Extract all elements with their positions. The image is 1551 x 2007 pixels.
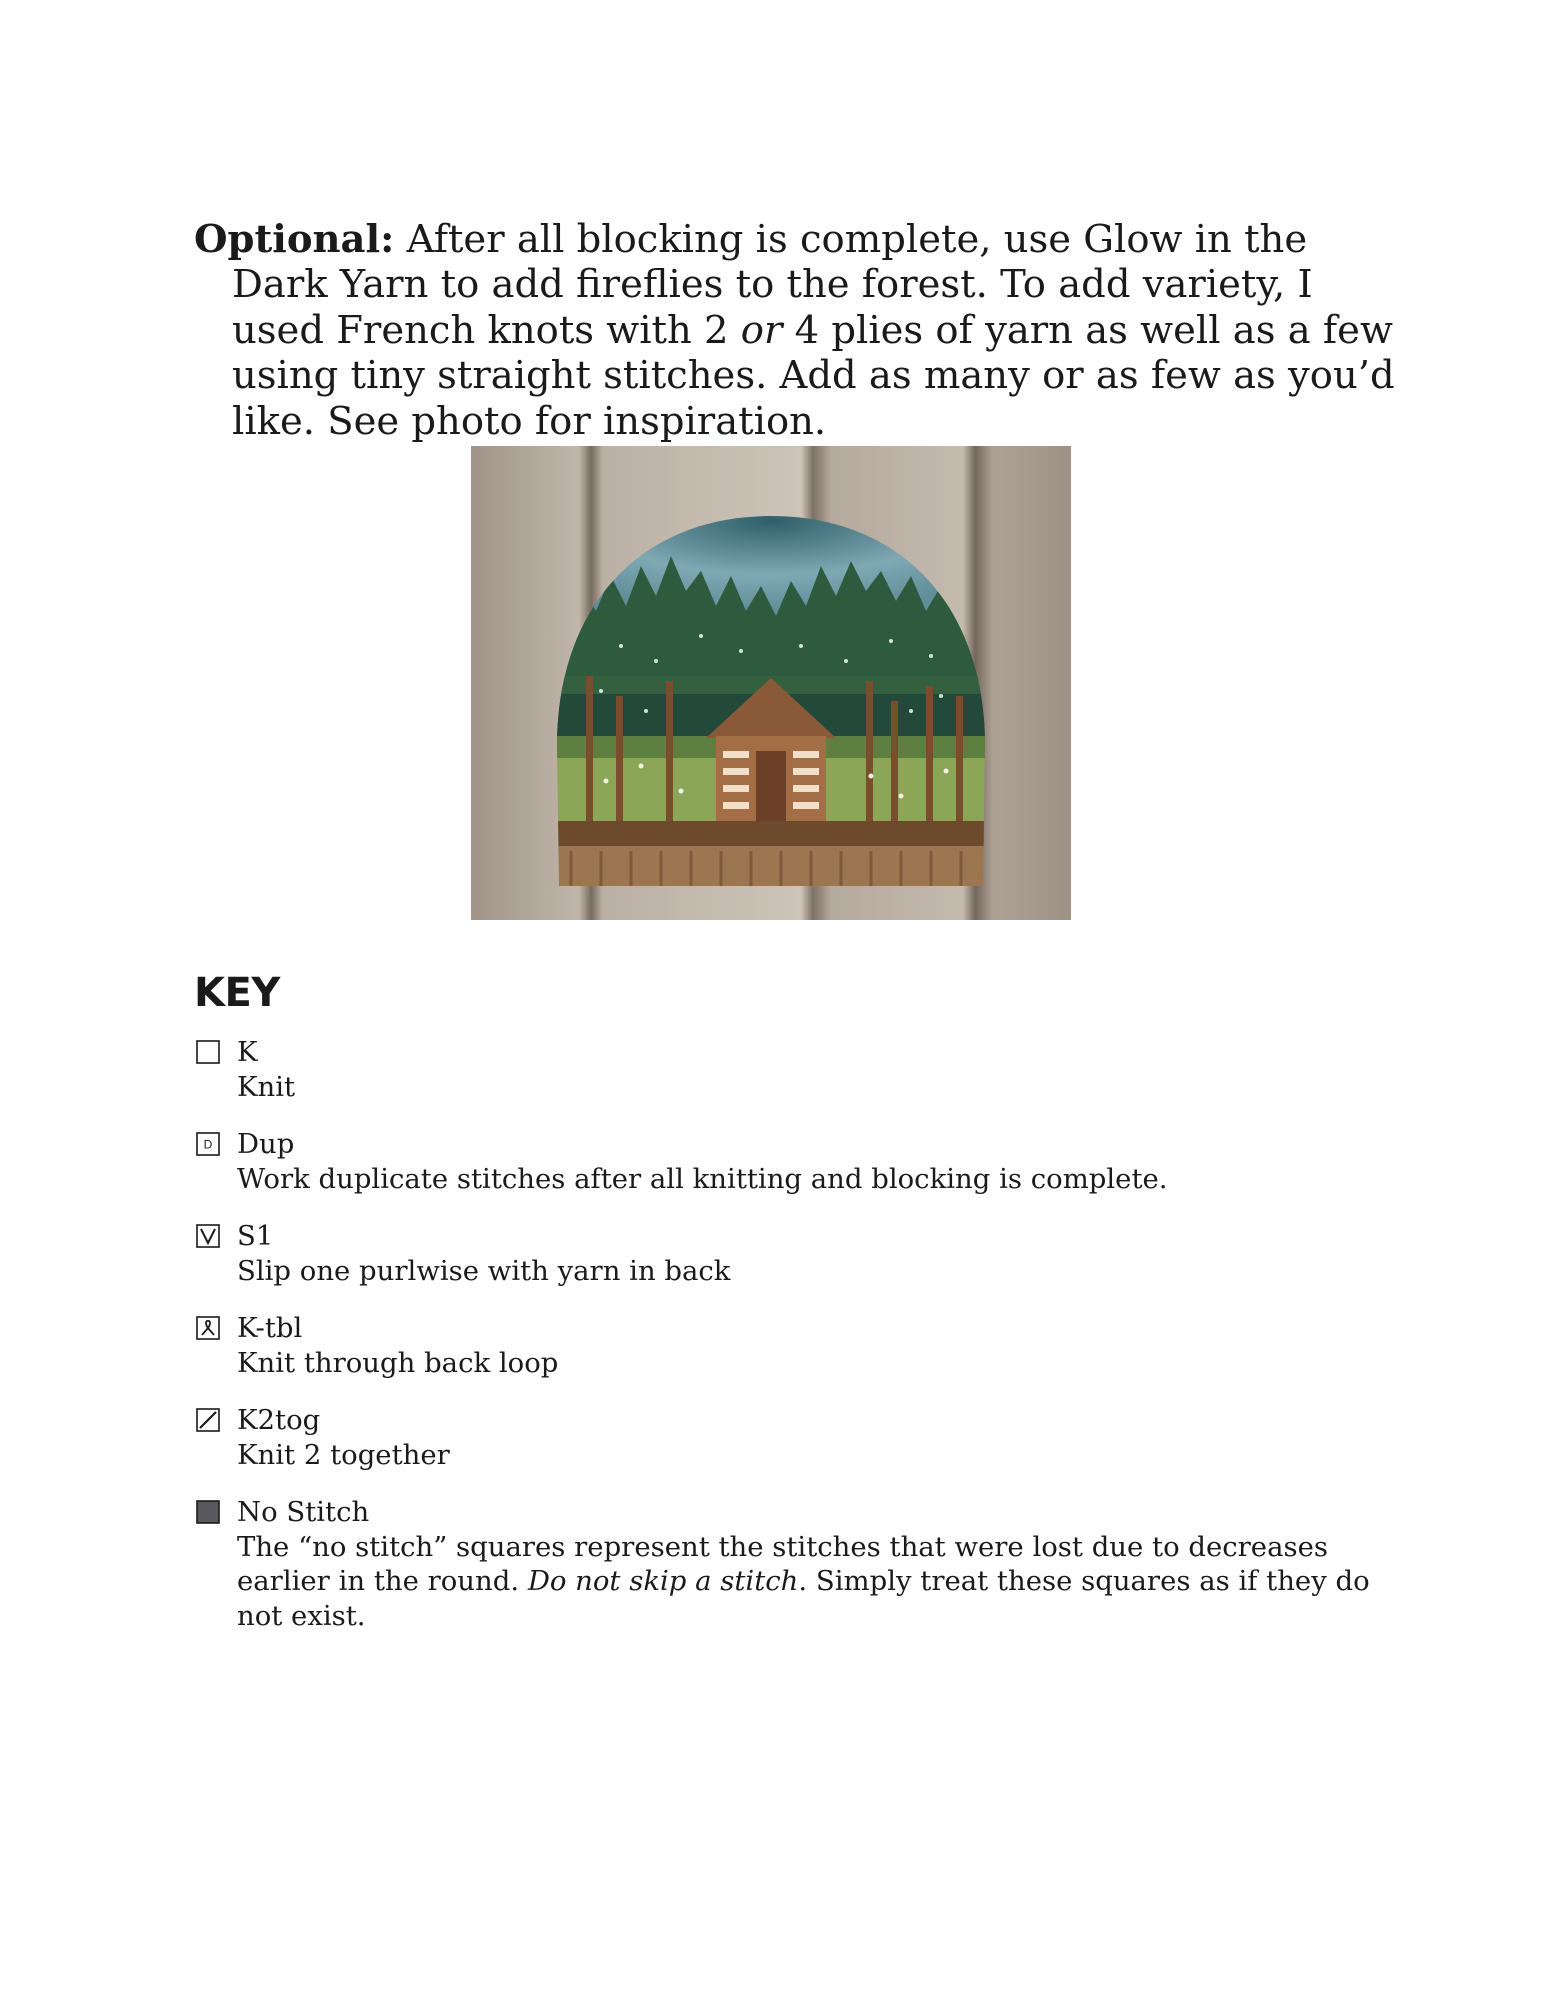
key-abbr: No Stitch (237, 1496, 370, 1528)
key-desc: Work duplicate stitches after all knitting and blocking is complete. (237, 1162, 1168, 1195)
key-desc-part-1: The “no stitch” squares represent the stitches that were lost due to decreases earlier in the round. (237, 1530, 1328, 1597)
intro-paragraph (194, 217, 1412, 445)
key-desc-emphasis: Do not skip a stitch (527, 1565, 799, 1597)
hat-photo (471, 446, 1071, 920)
no-stitch-icon (196, 1500, 220, 1524)
key-heading: KEY (194, 970, 280, 1016)
slip-stitch-icon (196, 1224, 220, 1248)
key-item-ktbl (194, 1311, 1374, 1380)
key-item-k2tog (194, 1403, 1374, 1472)
key-abbr: K-tbl (237, 1312, 303, 1344)
key-desc (237, 1530, 1374, 1634)
key-desc: Knit 2 together (237, 1438, 450, 1471)
key-list (194, 1035, 1374, 1656)
empty-square-icon (196, 1040, 220, 1064)
intro-emphasis: or (740, 307, 783, 353)
k2tog-icon (196, 1408, 220, 1432)
key-desc-part-2: . Simply treat these squares as if they do not exist. (237, 1565, 1370, 1632)
key-item-knit (194, 1035, 1374, 1104)
key-abbr: S1 (237, 1220, 274, 1252)
key-abbr: Dup (237, 1128, 295, 1160)
key-item-dup (194, 1127, 1374, 1196)
key-desc: Slip one purlwise with yarn in back (237, 1254, 731, 1287)
intro-text-2: 4 plies of yarn as well as a few using tiny straight stitches. Add as many or as few as you’d like. See photo for inspiration. (232, 307, 1395, 444)
key-abbr: K2tog (237, 1404, 321, 1436)
twisted-stitch-icon (196, 1316, 220, 1340)
duplicate-stitch-letter: D (203, 1137, 213, 1152)
intro-lead: Optional: (194, 216, 395, 262)
intro-text-1: After all blocking is complete, use Glow in the Dark Yarn to add fireflies to the forest. To add variety, I used French knots with 2 (232, 216, 1313, 353)
key-item-no-stitch (194, 1495, 1374, 1633)
duplicate-stitch-icon (196, 1132, 220, 1156)
key-item-s1 (194, 1219, 1374, 1288)
key-desc: Knit (237, 1070, 296, 1103)
key-abbr: K (237, 1036, 258, 1068)
key-desc: Knit through back loop (237, 1346, 559, 1379)
